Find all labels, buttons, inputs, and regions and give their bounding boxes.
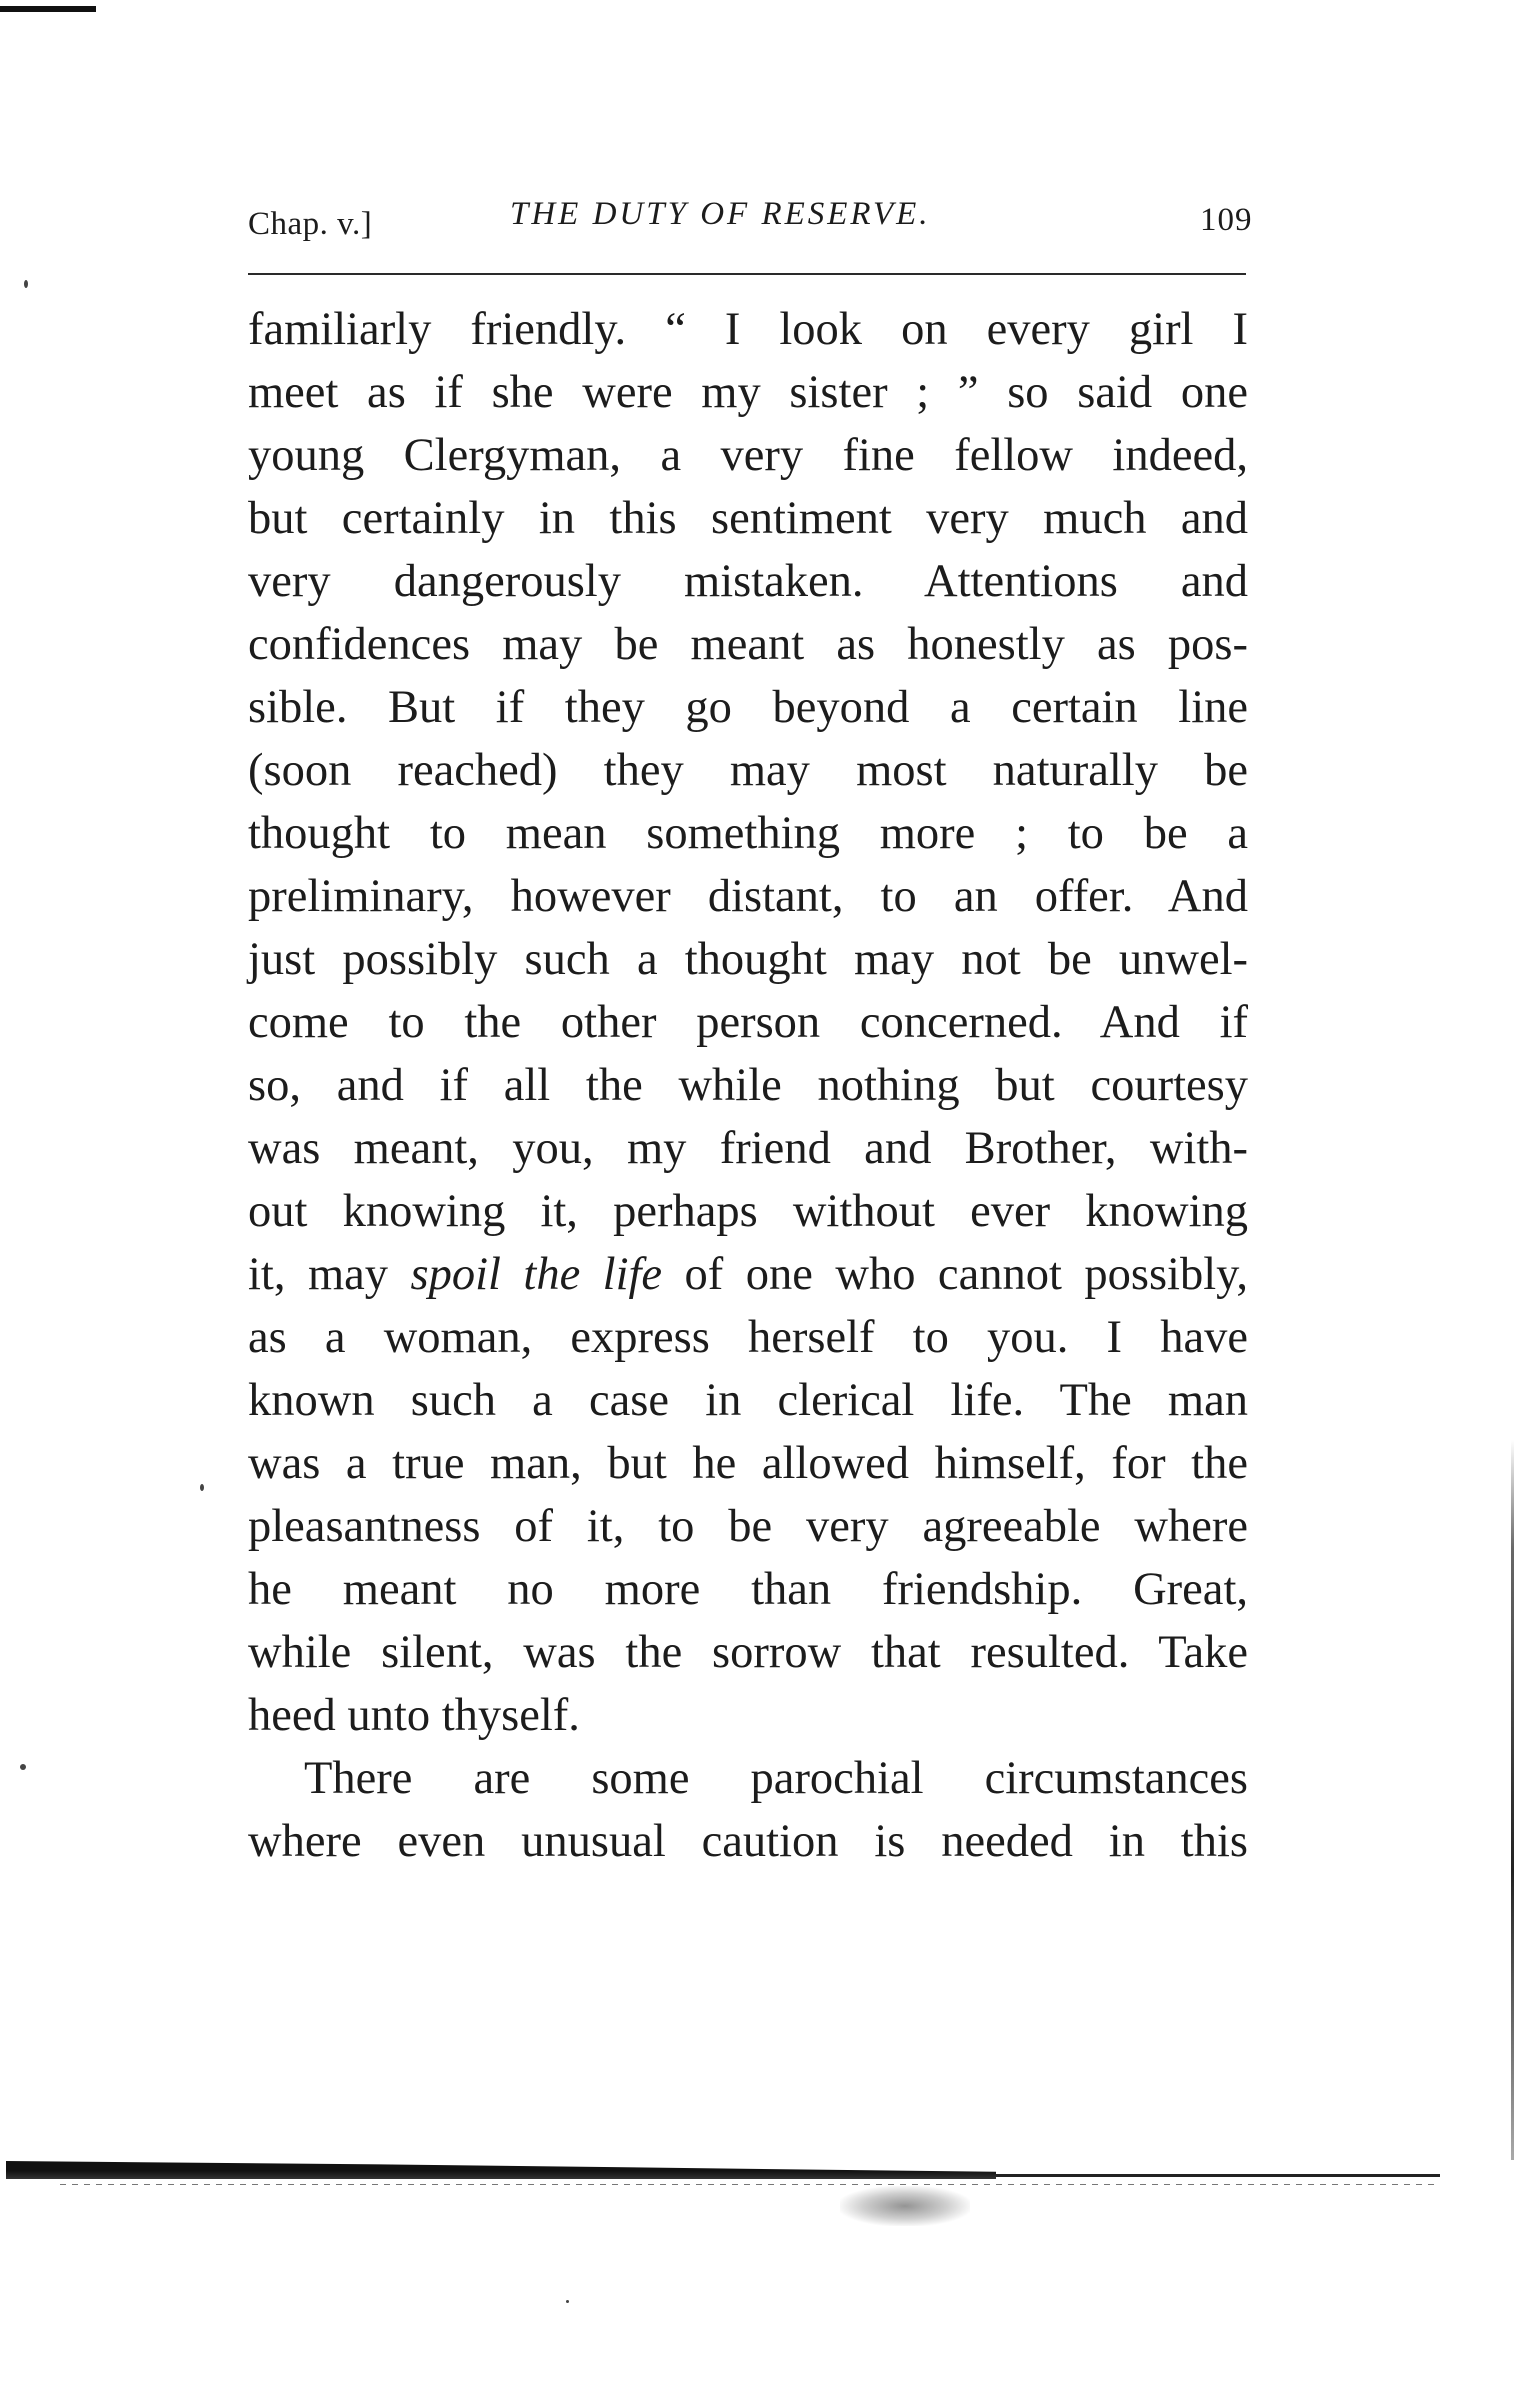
scan-edge-line [996, 2174, 1440, 2177]
scan-edge-dashes [60, 2184, 1440, 2185]
scan-speck [566, 2300, 569, 2303]
text-line: but certainly in this sentiment very much and [248, 493, 1248, 544]
scan-speck [24, 280, 28, 288]
text-line: was a true man, but he allowed himself, for the [248, 1438, 1248, 1489]
text-line: was meant, you, my friend and Brother, with- [248, 1123, 1248, 1174]
text-line: come to the other person concerned. And if [248, 997, 1248, 1048]
text-line: he meant no more than friendship. Great, [248, 1564, 1248, 1615]
text-line: known such a case in clerical life. The man [248, 1375, 1248, 1426]
body-text [248, 298, 1248, 1873]
paragraph-end-line: heed unto thyself. [248, 1690, 580, 1741]
running-title: THE DUTY OF RESERVE. [510, 196, 931, 232]
text-line: confidences may be meant as honestly as pos- [248, 619, 1248, 670]
scan-edge-shadow [6, 2161, 996, 2179]
text-line: familiarly friendly. “ I look on every girl I [248, 304, 1248, 355]
text-line: out knowing it, perhaps without ever knowing [248, 1186, 1248, 1237]
text-line: as a woman, express herself to you. I have [248, 1312, 1248, 1363]
text-line: sible. But if they go beyond a certain line [248, 682, 1248, 733]
italic-phrase: spoil the life [410, 1249, 663, 1300]
text-line: thought to mean something more ; to be a [248, 808, 1248, 859]
scan-speck [20, 1764, 26, 1770]
scan-mark [0, 6, 96, 12]
text-line: preliminary, however distant, to an offer. And [248, 871, 1248, 922]
text-line: pleasantness of it, to be very agreeable where [248, 1501, 1248, 1552]
page-number: 109 [1200, 202, 1253, 238]
text-line: so, and if all the while nothing but courtesy [248, 1060, 1248, 1111]
text-line: where even unusual caution is needed in this [248, 1816, 1248, 1867]
text-segment: of one who cannot possibly, [662, 1249, 1248, 1300]
text-line: meet as if she were my sister ; ” so said one [248, 367, 1248, 418]
text-line: young Clergyman, a very fine fellow indeed, [248, 430, 1248, 481]
text-line: very dangerously mistaken. Attentions and [248, 556, 1248, 607]
header-rule [248, 273, 1246, 275]
text-line: (soon reached) they may most naturally be [248, 745, 1248, 796]
paragraph-start-line: There are some parochial circumstances [304, 1753, 1248, 1804]
scan-smudge [840, 2186, 970, 2226]
scan-speck [200, 1484, 204, 1491]
text-line: just possibly such a thought may not be unwel- [248, 934, 1248, 985]
running-header [248, 196, 1253, 250]
scan-right-edge [1511, 1440, 1514, 2160]
text-line-with-italic [248, 1243, 1248, 1306]
text-segment: it, may [248, 1249, 411, 1300]
text-line: while silent, was the sorrow that resulted. Take [248, 1627, 1248, 1678]
chapter-label: Chap. v.] [248, 206, 373, 242]
